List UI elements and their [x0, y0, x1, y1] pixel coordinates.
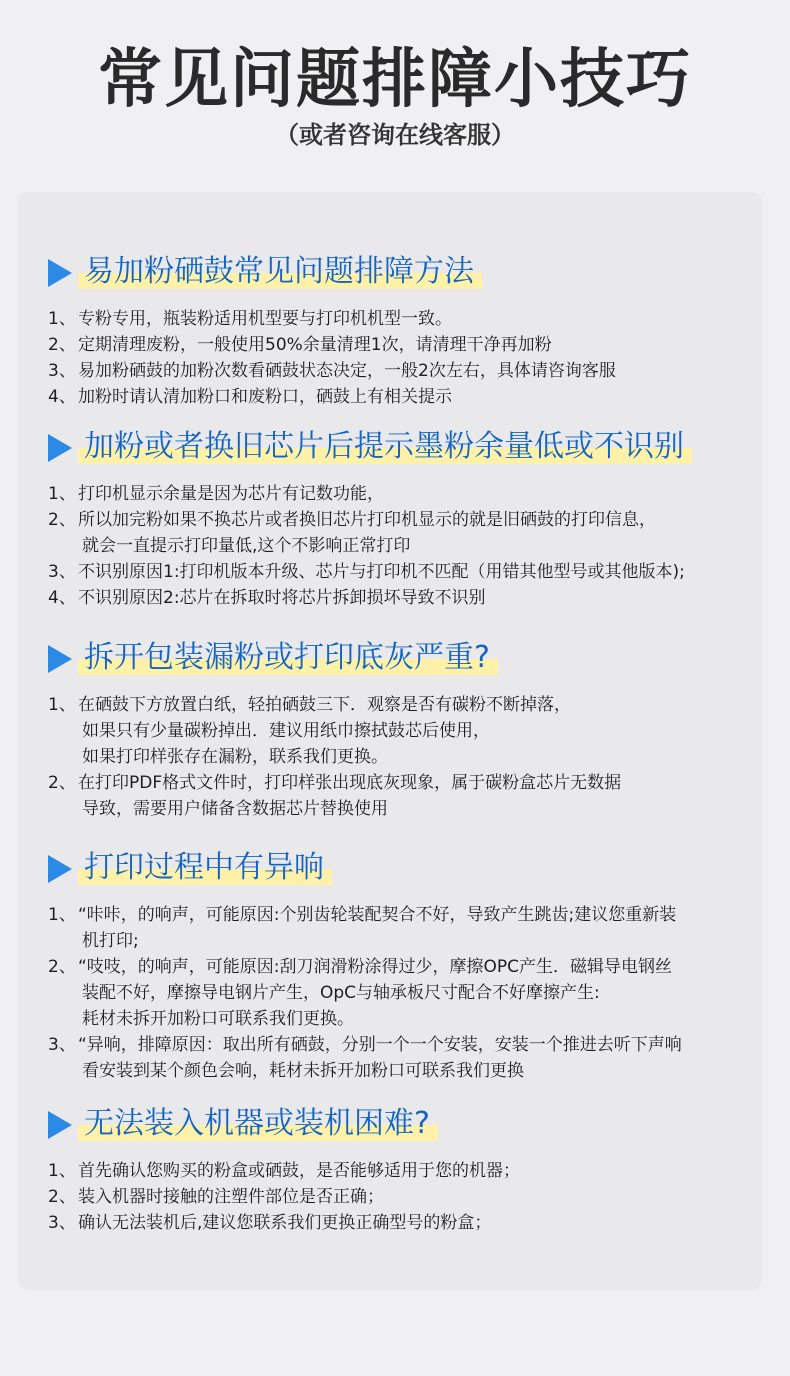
section-header: [48, 636, 748, 682]
item-text: 易加粉硒鼓的加粉次数看硒鼓状态决定，一般2次左右，具体请咨询客服: [78, 361, 616, 381]
play-triangle-icon: [48, 434, 72, 462]
faq-section: [48, 425, 748, 611]
faq-section: [48, 250, 748, 410]
section-header: [48, 425, 748, 471]
section-title: 加粉或者换旧芯片后提示墨粉余量低或不识别: [84, 429, 684, 464]
section-lines: [48, 481, 748, 611]
item-text: 在打印PDF格式文件时，打印样张出现底灰现象，属于碳粉盒芯片无数据: [78, 773, 622, 793]
list-item: [48, 1210, 748, 1236]
section-header: [48, 1102, 748, 1148]
section-title: 拆开包装漏粉或打印底灰严重?: [84, 640, 490, 675]
item-number: 1、: [48, 695, 76, 715]
section-header: [48, 250, 748, 296]
item-text: 所以加完粉如果不换芯片或者换旧芯片打印机显示的就是旧硒鼓的打印信息，: [78, 510, 656, 530]
item-text: 专粉专用，瓶装粉适用机型要与打印机机型一致。: [78, 309, 452, 329]
item-number: 1、: [48, 484, 76, 504]
section-lines: [48, 902, 748, 1084]
item-number: 2、: [48, 773, 76, 793]
section-title: 无法装入机器或装机困难?: [84, 1106, 430, 1141]
item-text: 就会一直提示打印量低,这个不影响正常打印: [82, 536, 411, 556]
item-number: 2、: [48, 510, 76, 530]
item-text: 在硒鼓下方放置白纸，轻拍硒鼓三下．观察是否有碳粉不断掉落，: [78, 695, 571, 715]
list-item: [48, 559, 748, 585]
section-title: 打印过程中有异响: [84, 850, 324, 885]
section-header: [48, 846, 748, 892]
list-item: [48, 744, 748, 770]
item-text: 确认无法装机后,建议您联系我们更换正确型号的粉盒；: [78, 1213, 492, 1233]
item-number: 3、: [48, 1213, 76, 1233]
item-text: 首先确认您购买的粉盒或硒鼓，是否能够适用于您的机器；: [78, 1161, 520, 1181]
section-lines: [48, 306, 748, 410]
item-text: 装配不好，摩擦导电钢片产生，OpC与轴承板尺寸配合不好摩擦产生:: [82, 983, 600, 1003]
item-text: “异响，排障原因：取出所有硒鼓，分别一个一个安装，安装一个推进去听下声响: [78, 1035, 682, 1055]
list-item: [48, 1184, 748, 1210]
item-number: 1、: [48, 905, 76, 925]
item-number: 2、: [48, 1187, 76, 1207]
play-triangle-icon: [48, 645, 72, 673]
item-number: 4、: [48, 387, 76, 407]
list-item: [48, 1006, 748, 1032]
item-text: 如果打印样张存在漏粉，联系我们更换。: [82, 747, 388, 767]
play-triangle-icon: [48, 855, 72, 883]
list-item: [48, 358, 748, 384]
faq-section: [48, 636, 748, 822]
list-item: [48, 306, 748, 332]
item-text: 加粉时请认清加粉口和废粉口，硒鼓上有相关提示: [78, 387, 452, 407]
item-text: 装入机器时接触的注塑件部位是否正确；: [78, 1187, 384, 1207]
list-item: [48, 692, 748, 718]
item-number: 1、: [48, 1161, 76, 1181]
item-text: 看安装到某个颜色会响，耗材未拆开加粉口可联系我们更换: [82, 1061, 524, 1081]
list-item: [48, 585, 748, 611]
section-lines: [48, 1158, 748, 1236]
faq-section: [48, 1102, 748, 1236]
item-number: 3、: [48, 562, 76, 582]
section-title: 易加粉硒鼓常见问题排障方法: [84, 254, 474, 289]
play-triangle-icon: [48, 1111, 72, 1139]
item-text: 耗材未拆开加粉口可联系我们更换。: [82, 1009, 354, 1029]
list-item: [48, 533, 748, 559]
item-number: 1、: [48, 309, 76, 329]
item-text: 不识别原因1:打印机版本升级、芯片与打印机不匹配（用错其他型号或其他版本);: [78, 562, 685, 582]
item-text: “咔咔，的响声，可能原因:个别齿轮装配契合不好，导致产生跳齿;建议您重新装: [78, 905, 677, 925]
item-text: “吱吱，的响声，可能原因:刮刀润滑粉涂得过少，摩擦OPC产生．磁辑导电钢丝: [78, 957, 673, 977]
item-text: 如果只有少量碳粉掉出．建议用纸巾擦拭鼓芯后使用，: [82, 721, 490, 741]
item-number: 3、: [48, 1035, 76, 1055]
faq-section: [48, 846, 748, 1084]
list-item: [48, 1058, 748, 1084]
list-item: [48, 1032, 748, 1058]
play-triangle-icon: [48, 259, 72, 287]
list-item: [48, 507, 748, 533]
list-item: [48, 718, 748, 744]
item-number: 2、: [48, 957, 76, 977]
page-title: 常见问题排障小技巧: [98, 43, 692, 117]
item-number: 3、: [48, 361, 76, 381]
item-number: 4、: [48, 588, 76, 608]
list-item: [48, 980, 748, 1006]
list-item: [48, 928, 748, 954]
item-text: 打印机显示余量是因为芯片有记数功能，: [78, 484, 384, 504]
list-item: [48, 954, 748, 980]
list-item: [48, 481, 748, 507]
list-item: [48, 384, 748, 410]
item-text: 机打印;: [82, 931, 139, 951]
list-item: [48, 770, 748, 796]
item-text: 定期清理废粉，一般使用50%余量清理1次，请清理干净再加粉: [78, 335, 552, 355]
section-lines: [48, 692, 748, 822]
page-subtitle: （或者咨询在线客服）: [275, 121, 515, 149]
item-text: 导致，需要用户储备含数据芯片替换使用: [82, 799, 388, 819]
list-item: [48, 902, 748, 928]
item-number: 2、: [48, 335, 76, 355]
list-item: [48, 796, 748, 822]
list-item: [48, 1158, 748, 1184]
list-item: [48, 332, 748, 358]
item-text: 不识别原因2:芯片在拆取时将芯片拆卸损坏导致不识别: [78, 588, 486, 608]
